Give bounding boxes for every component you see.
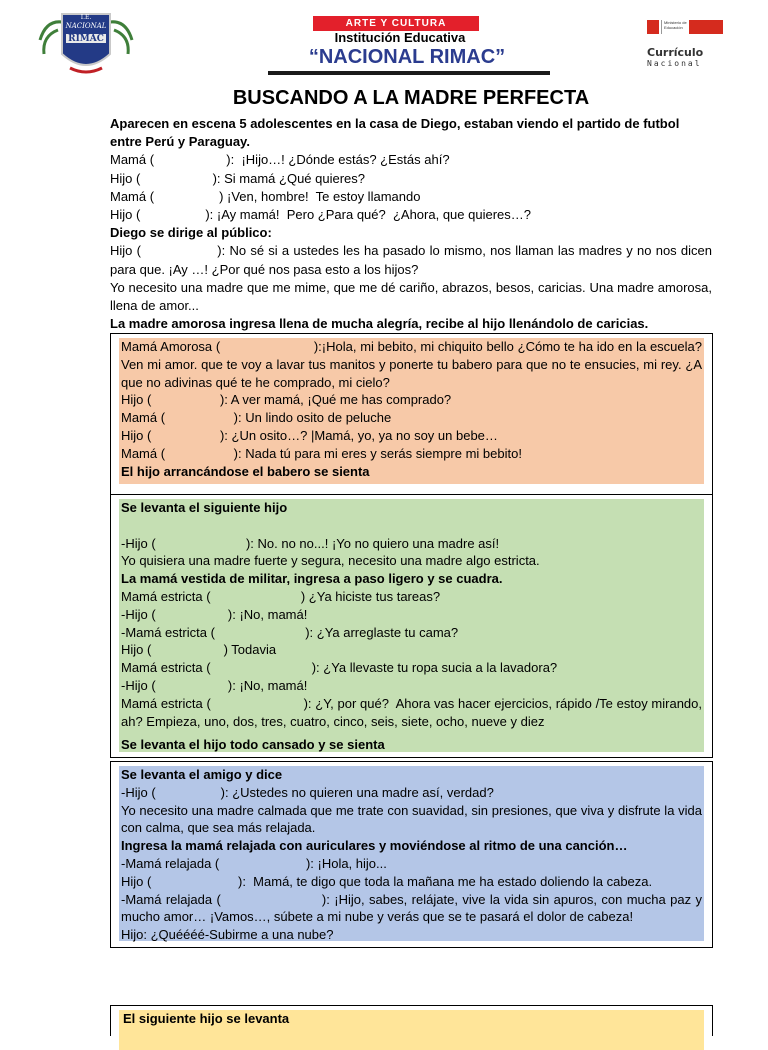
- dialogue-line: Mamá ( ): Nada tú para mi eres y serás siempre mi bebito!: [121, 445, 522, 461]
- dialogue-line: Hijo ( ): Mamá, te digo que toda la mañana me ha estado doliendo la cabeza.: [121, 873, 653, 889]
- scene-box-content: [119, 338, 704, 484]
- dialogue-line: Yo necesito una madre que me mime, que me dé cariño, abrazos, besos, caricias. Una madre amorosa, llena de amor...: [110, 279, 712, 314]
- intro-section: [110, 115, 716, 333]
- scene-box-content: [119, 499, 704, 752]
- scene-description: Aparecen en escena 5 adolescentes en la casa de Diego, estaban viendo el partido de futbol entre Perú y Paraguay.: [110, 116, 680, 150]
- crest-line3: RIMAC: [68, 34, 104, 44]
- stage-direction: El hijo arrancándose el babero se sienta: [121, 463, 370, 479]
- arts-culture-banner: ARTE Y CULTURA: [313, 16, 479, 31]
- dialogue-line: Hijo ( ): Si mamá ¿Qué quieres?: [110, 170, 366, 186]
- dialogue-line: Yo necesito una madre calmada que me trate con suavidad, sin presiones, que viva y disfrute la vida con calma, que sea más relajada.: [121, 802, 702, 836]
- dialogue-line: Hijo ( ): No sé si a ustedes les ha pasado lo mismo, nos llaman las madres y no nos dicen para que. ¡Ay …! ¿Por qué nos pasa esto a los hijos?: [110, 243, 716, 277]
- blank-line: [121, 517, 702, 535]
- scene-box-loving-mother: [110, 333, 713, 495]
- dialogue-line: -Mamá relajada ( ): ¡Hola, hijo...: [121, 855, 387, 871]
- dialogue-line: Hijo ( ): ¡Ay mamá! Pero ¿Para qué? ¿Ahora, que quieres…?: [110, 207, 531, 223]
- dialogue-line: Hijo ( ): ¿Un osito…? |Mamá, yo, ya no soy un bebe…: [121, 427, 498, 443]
- ministry-label: Ministerio de Educación: [661, 20, 690, 34]
- crest-line2: NACIONAL: [65, 22, 107, 30]
- stage-direction: La mamá vestida de militar, ingresa a paso ligero y se cuadra.: [121, 571, 503, 587]
- dialogue-line: Hijo ( ) Todavia: [121, 642, 277, 658]
- dialogue-line: -Hijo ( ): ¡No, mamá!: [121, 677, 308, 693]
- dialogue-line: Hijo ( ): A ver mamá, ¡Qué me has comprado?: [121, 392, 452, 408]
- dialogue-line: -Hijo ( ): ¿Ustedes no quieren una madre así, verdad?: [121, 784, 494, 800]
- curriculum-line1: Currículo: [647, 46, 704, 59]
- stage-direction: Ingresa la mamá relajada con auriculares y moviéndose al ritmo de una canción…: [121, 838, 628, 854]
- dialogue-line: Mamá estricta ( ): ¿Ya llevaste tu ropa sucia a la lavadora?: [121, 660, 558, 676]
- header-underline: [268, 71, 550, 75]
- scene-box-relaxed-mother: [110, 761, 713, 948]
- dialogue-line: Hijo: ¿Quéééé-Subirme a una nube?: [121, 927, 334, 943]
- crest-line1: I.E.: [80, 14, 92, 21]
- school-name: “NACIONAL RIMAC”: [308, 46, 506, 68]
- stage-direction: Se levanta el siguiente hijo: [121, 500, 288, 515]
- dialogue-line: Yo quisiera una madre fuerte y segura, necesito una madre algo estricta.: [121, 553, 540, 569]
- curriculo-nacional-logo: [643, 16, 727, 70]
- dialogue-line: -Mamá relajada ( ): ¡Hijo, sabes, relájate, vive la vida sin apuros, con mucha paz y mucho amor… ¡Vamos…, súbete a mi nube y verás que se te pasará el dolor de cabeza!: [121, 891, 706, 925]
- stage-direction: Diego se dirige al público:: [110, 225, 272, 241]
- institution-label: Institución Educativa: [334, 30, 466, 45]
- stage-direction: Se levanta el amigo y dice: [121, 767, 283, 782]
- dialogue-line: Mamá ( ) ¡Ven, hombre! Te estoy llamando: [110, 188, 421, 204]
- dialogue-line: -Hijo ( ): No. no no...! ¡Yo no quiero una madre así!: [121, 535, 500, 551]
- scene-box-content: [119, 766, 704, 941]
- crest-text: [62, 14, 110, 45]
- stage-direction: El siguiente hijo se levanta: [123, 1011, 290, 1026]
- dialogue-line: -Mamá estricta ( ): ¿Ya arreglaste tu cama?: [121, 624, 459, 640]
- stage-direction: La madre amorosa ingresa llena de mucha alegría, recibe al hijo llenándolo de caricias.: [110, 316, 649, 332]
- dialogue-line: Mamá ( ): Un lindo osito de peluche: [121, 410, 392, 426]
- dialogue-line: Mamá estricta ( ): ¿Y, por qué? Ahora vas hacer ejercicios, rápido /Te estoy mirando, ah? Empieza, uno, dos, tres, cuatro, cinco, seis, siete, ocho, nueve y diez: [121, 695, 706, 729]
- scene-box-next-son: [110, 1005, 713, 1036]
- dialogue-line: -Hijo ( ): ¡No, mamá!: [121, 606, 308, 622]
- scene-box-strict-mother: [110, 494, 713, 758]
- peru-flag-icon: [647, 20, 659, 34]
- page-title: BUSCANDO A LA MADRE PERFECTA: [232, 87, 590, 109]
- dialogue-line: Mamá Amorosa ( ):¡Hola, mi bebito, mi chiquito bello ¿Cómo te ha ido en la escuela? Ven mi amor. que te voy a lavar tus manitos y ponerte tu babero para que no te ensucies, mi rey. ¿A que no adivinas qué te he comprado, mi cielo?: [121, 339, 706, 390]
- document-header: [0, 0, 768, 86]
- dialogue-line: Mamá estricta ( ) ¿Ya hiciste tus tareas?: [121, 588, 441, 604]
- stage-direction: Se levanta el hijo todo cansado y se sienta: [121, 737, 385, 753]
- scene-box-content: [119, 1010, 704, 1050]
- curriculum-line2: Nacional: [647, 59, 702, 68]
- dialogue-line: Mamá ( ): ¡Hijo…! ¿Dónde estás? ¿Estás ahí?: [110, 152, 450, 168]
- ministry-red-block: [689, 20, 723, 34]
